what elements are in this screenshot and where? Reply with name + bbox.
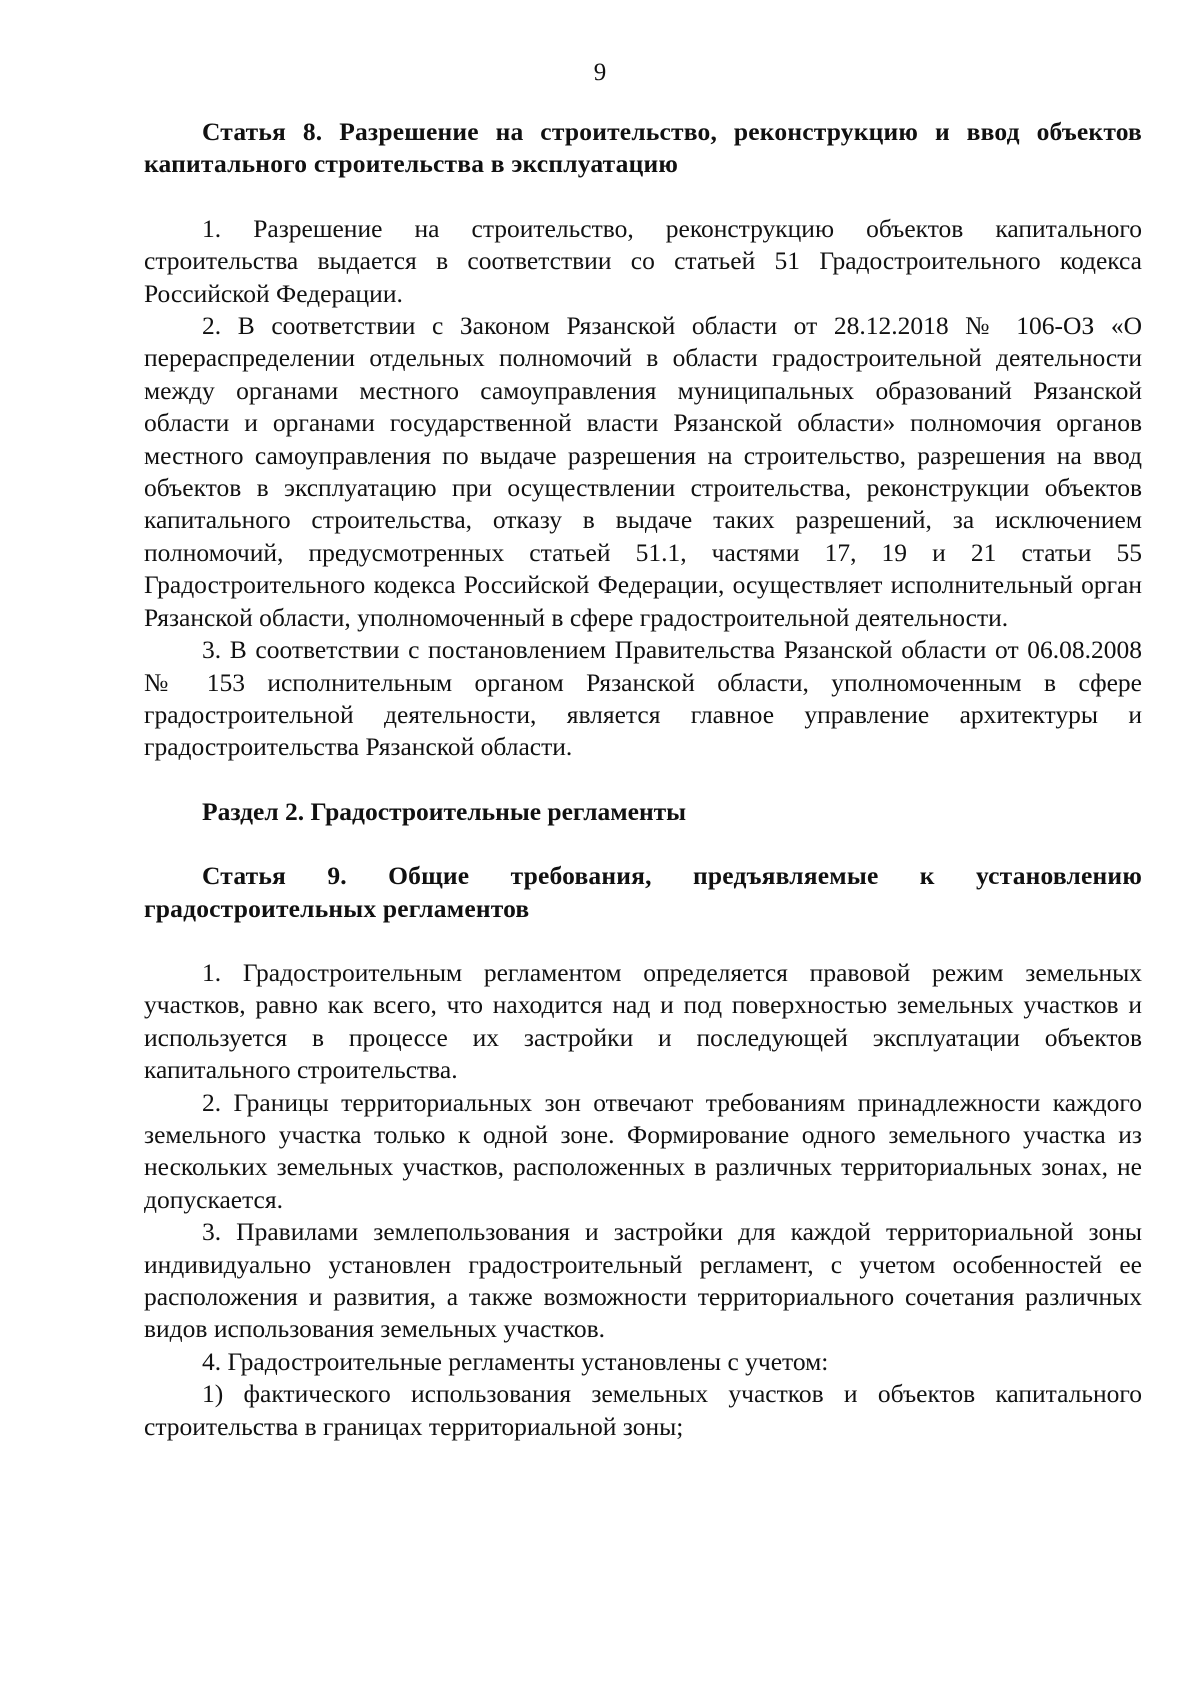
spacer	[144, 925, 1142, 957]
spacer	[144, 828, 1142, 860]
spacer	[144, 181, 1142, 213]
spacer	[144, 764, 1142, 796]
article-9-paragraph-2: 2. Границы территориальных зон отвечают требованиям принадлежности каждого земельного участка только к одной зоне. Формирование одного земельного участка из нескольких земельных участков, расположенных в различных территориальных зонах, не допускается.	[144, 1087, 1142, 1214]
article-8-paragraph-2: 2. В соответствии с Законом Рязанской области от 28.12.2018 № 106-ОЗ «О перераспределении отдельных полномочий в области градостроительной деятельности между органами местного самоуправления муниципальных образований Рязанской области и органами государственной власти Рязанской области» полномочия органов местного самоуправления по выдаче разрешения на строительство, разрешения на ввод объектов в эксплуатацию при осуществлении строительства, реконструкции объектов капитального строительства, отказу в выдаче таких разрешений, за исключением полномочий, предусмотренных статьей 51.1, частями 17, 19 и 21 статьи 55 Градостроительного кодекса Российской Федерации, осуществляет исполнительный орган Рязанской области, уполномоченный в сфере градостроительной деятельности.	[144, 311, 1142, 632]
article-9-paragraph-1: 1. Градостроительным регламентом определяется правовой режим земельных участков, равно как всего, что находится над и под поверхностью земельных участков и используется в процессе их застройки и последующей эксплуатации объектов капитального строительства.	[144, 957, 1142, 1085]
article-8-paragraph-3: 3. В соответствии с постановлением Правительства Рязанской области от 06.08.2008 № 153 исполнительным органом Рязанской области, уполномоченным в сфере градостроительной деятельности, является главное управление архитектуры и градостроительства Рязанской области.	[144, 635, 1142, 762]
article-9-paragraph-4: 4. Градостроительные регламенты установлены с учетом:	[202, 1346, 829, 1376]
article-8-paragraph-1: 1. Разрешение на строительство, реконструкцию объектов капитального строительства выдается в соответствии со статьей 51 Градостроительного кодекса Российской Федерации.	[144, 213, 1142, 308]
article-9-heading: Статья 9. Общие требования, предъявляемые к установлению градостроительных регламентов	[144, 861, 1142, 923]
page-content	[144, 116, 1142, 1443]
article-9-paragraph-5: 1) фактического использования земельных участков и объектов капитального строительства в границах территориальной зоны;	[144, 1379, 1142, 1441]
section-2-title: Раздел 2. Градостроительные регламенты	[202, 796, 687, 826]
page-number: 9	[593, 59, 607, 86]
article-8-heading: Статья 8. Разрешение на строительство, реконструкцию и ввод объектов капитального строительства в эксплуатацию	[144, 117, 1142, 179]
article-9-paragraph-3: 3. Правилами землепользования и застройки для каждой территориальной зоны индивидуально установлен градостроительный регламент, с учетом особенностей ее расположения и развития, а также возможности территориального сочетания различных видов использования земельных участков.	[144, 1217, 1142, 1344]
